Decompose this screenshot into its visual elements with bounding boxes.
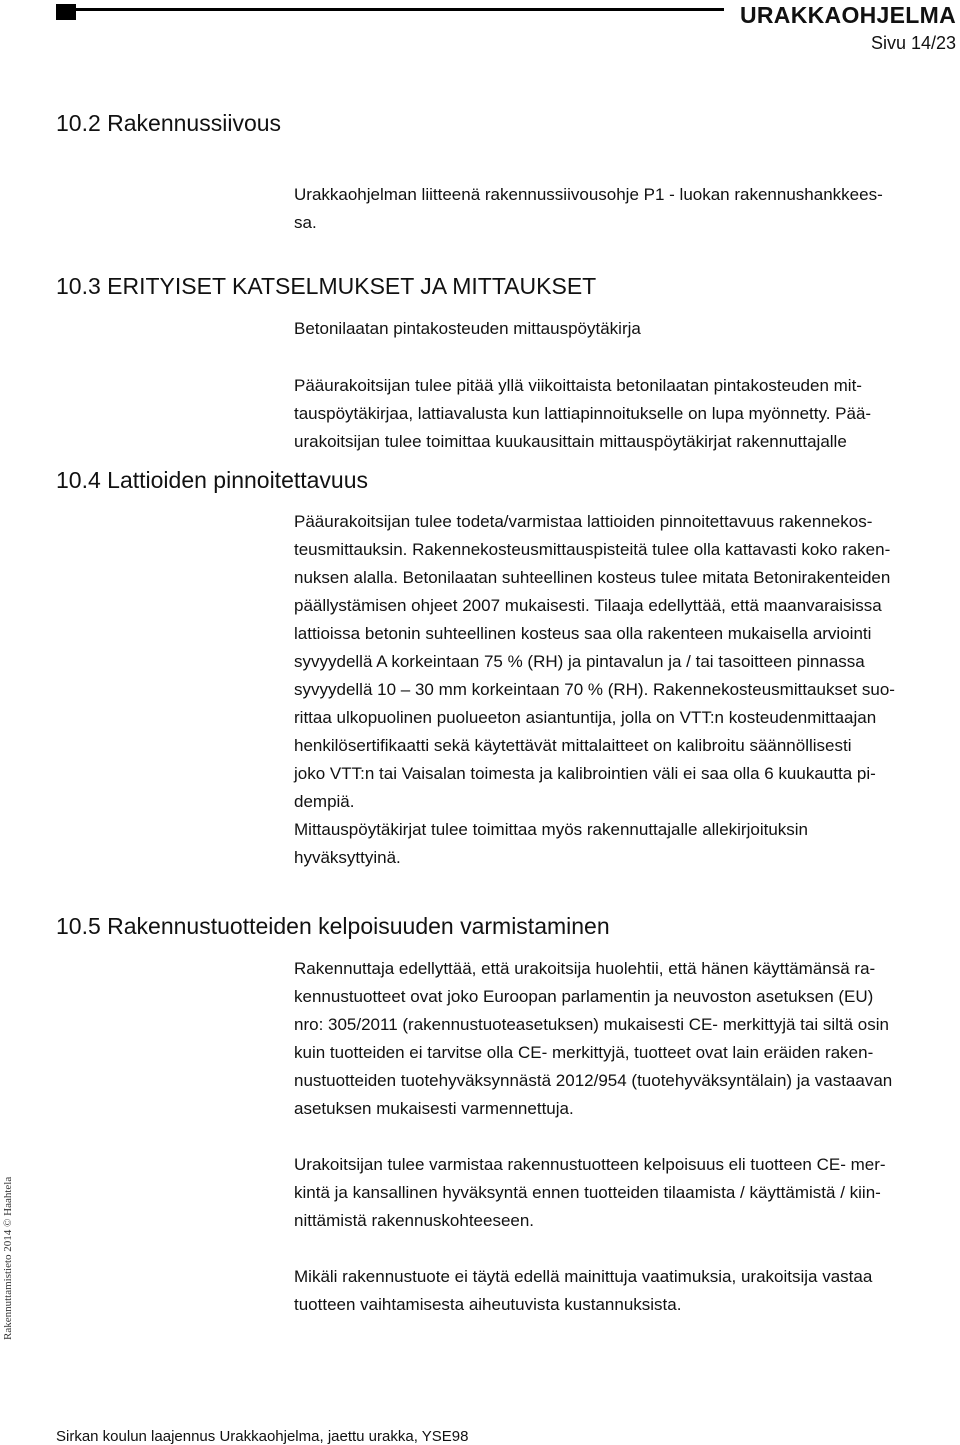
text-line: nro: 305/2011 (rakennustuoteasetuksen) mukaisesti CE- merkittyjä tai siltä osin (294, 1015, 889, 1034)
paragraph-10-5-3 (294, 1263, 958, 1319)
text-line: sa. (294, 213, 317, 232)
paragraph-10-4 (294, 508, 958, 872)
text-line: syvyydellä 10 – 30 mm korkeintaan 70 % (RH). Rakennekosteusmittaukset suo- (294, 680, 895, 699)
text-line: teusmittauksin. Rakennekosteusmittauspisteitä tulee olla kattavasti koko raken- (294, 540, 891, 559)
header-square-mark (56, 4, 76, 20)
text-line: Mikäli rakennustuote ei täytä edellä mainittuja vaatimuksia, urakoitsija vastaa (294, 1267, 873, 1286)
text-line: kintä ja kansallinen hyväksyntä ennen tuotteiden tilaamista / käyttämistä / kiin- (294, 1183, 881, 1202)
text-line: Urakoitsijan tulee varmistaa rakennustuotteen kelpoisuus eli tuotteen CE- mer- (294, 1155, 886, 1174)
footer-text: Sirkan koulun laajennus Urakkaohjelma, jaettu urakka, YSE98 (56, 1428, 469, 1445)
text-line: nustuotteiden tuotehyväksynnästä 2012/954 (tuotehyväksyntälain) ja vastaavan (294, 1071, 893, 1090)
heading-10-2: 10.2 Rakennussiivous (56, 110, 282, 136)
text-line: Mittauspöytäkirjat tulee toimittaa myös rakennuttajalle allekirjoituksin (294, 820, 809, 839)
text-line: Urakkaohjelman liitteenä rakennussiivousohje P1 - luokan rakennushankkees- (294, 185, 883, 204)
text-line: nuksen alalla. Betonilaatan suhteellinen kosteus tulee mitata Betonirakenteiden (294, 568, 891, 587)
text-line: kennustuotteet ovat joko Euroopan parlamentin ja neuvoston asetuksen (EU) (294, 987, 874, 1006)
text-line: Pääurakoitsijan tulee pitää yllä viikoittaista betonilaatan pintakosteuden mit- (294, 376, 862, 395)
side-copyright-text: Rakennuttamistieto 2014 © Haahtela (2, 1176, 14, 1340)
text-line: kuin tuotteiden ei tarvitse olla CE- merkittyjä, tuotteet ovat lain eräiden raken- (294, 1043, 874, 1062)
heading-10-3: 10.3 ERITYISET KATSELMUKSET JA MITTAUKSET (56, 273, 597, 299)
text-line: lattioissa betonin suhteellinen kosteus saa olla rakenteen mukaisella arviointi (294, 624, 872, 643)
subheading-pintakosteus: Betonilaatan pintakosteuden mittauspöytäkirja (294, 319, 641, 338)
text-line: nittämistä rakennuskohteeseen. (294, 1211, 535, 1230)
text-line: joko VTT:n tai Vaisalan toimesta ja kalibrointien väli ei saa olla 6 kuukautta pi- (294, 764, 876, 783)
text-line: Pääurakoitsijan tulee todeta/varmistaa lattioiden pinnoitettavuus rakennekos- (294, 512, 873, 531)
text-line: Rakennuttaja edellyttää, että urakoitsija huolehtii, että hänen käyttämänsä ra- (294, 959, 876, 978)
text-line: päällystämisen ohjeet 2007 mukaisesti. Tilaaja edellyttää, että maanvaraisissa (294, 596, 882, 615)
paragraph-10-5-2 (294, 1151, 958, 1235)
text-line: henkilösertifikaatti sekä käytettävät mittalaitteet on kalibroitu säännöllisesti (294, 736, 852, 755)
text-line: asetuksen mukaisesti varmennettuja. (294, 1099, 574, 1118)
document-title: URAKKAOHJELMA (739, 2, 956, 28)
side-copyright (0, 1160, 16, 1340)
heading-10-5: 10.5 Rakennustuotteiden kelpoisuuden varmistaminen (56, 913, 610, 939)
text-line: tuotteen vaihtamisesta aiheutuvista kustannuksista. (294, 1295, 682, 1314)
text-line: syvyydellä A korkeintaan 75 % (RH) ja pintavalun ja / tai tasoitteen pinnassa (294, 652, 865, 671)
paragraph-10-3 (294, 372, 958, 456)
text-line: dempiä. (294, 792, 355, 811)
paragraph-10-5-1 (294, 955, 958, 1123)
text-line: hyväksyttyinä. (294, 848, 401, 867)
page-number: Sivu 14/23 (870, 33, 956, 53)
text-line: urakoitsijan tulee toimittaa kuukausittain mittauspöytäkirjat rakennuttajalle (294, 432, 847, 451)
header-rule (76, 8, 724, 11)
text-line: rittaa ulkopuolinen puolueeton asiantuntija, jolla on VTT:n kosteudenmittaajan (294, 708, 877, 727)
heading-10-4: 10.4 Lattioiden pinnoitettavuus (56, 467, 369, 493)
text-line: tauspöytäkirjaa, lattiavalusta kun lattiapinnoitukselle on lupa myönnetty. Pää- (294, 404, 872, 423)
paragraph-10-2 (294, 181, 958, 237)
